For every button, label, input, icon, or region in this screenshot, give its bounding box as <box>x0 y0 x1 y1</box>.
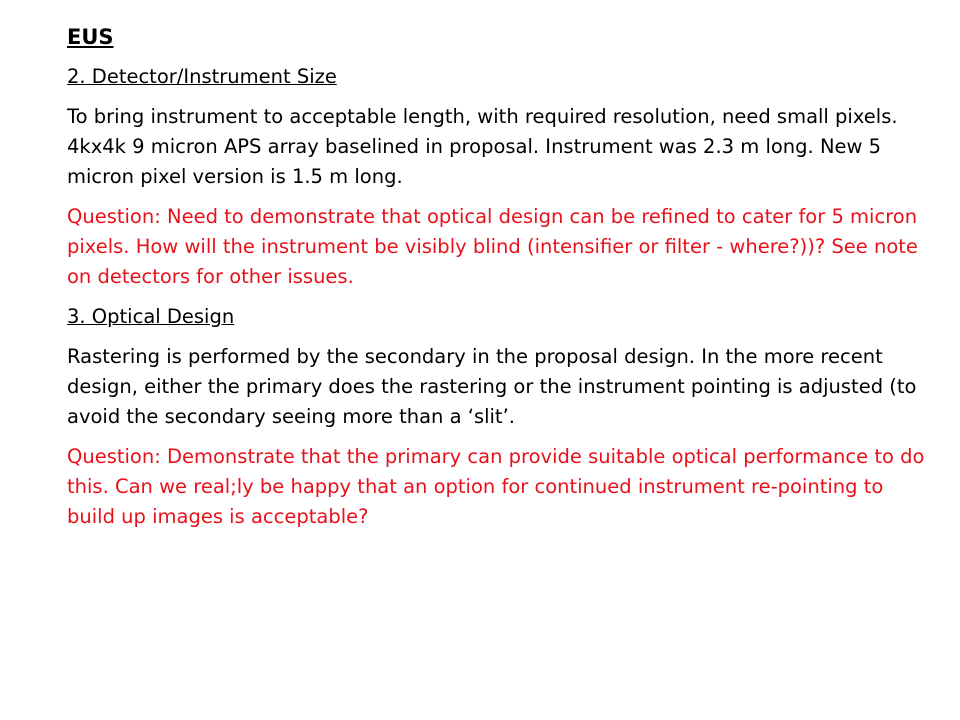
section-3-question: Question: Demonstrate that the primary can provide suitable optical performance to do this. Can we real;ly be happy that an option for continued instrument re-pointing to build up images is acceptable? <box>67 445 925 528</box>
section-2-body: To bring instrument to acceptable length, with required resolution, need small pixels. 4kx4k 9 micron APS array baselined in proposal. Instrument was 2.3 m long. New 5 micron pixel version is 1.5 m long. <box>67 105 898 188</box>
section-3-body: Rastering is performed by the secondary in the proposal design. In the more recent design, either the primary does the rastering or the instrument pointing is adjusted (to avoid the secondary seeing more than a ‘slit’. <box>67 345 917 428</box>
section-2-question: Question: Need to demonstrate that optical design can be refined to cater for 5 micron pixels. How will the instrument be visibly blind (intensifier or filter - where?))? See note on detectors for other issues. <box>67 205 918 288</box>
slide-content <box>67 22 927 542</box>
section-3-heading: 3. Optical Design <box>67 305 235 328</box>
section-2-heading: 2. Detector/Instrument Size <box>67 65 337 88</box>
slide-title: EUS <box>67 25 114 49</box>
